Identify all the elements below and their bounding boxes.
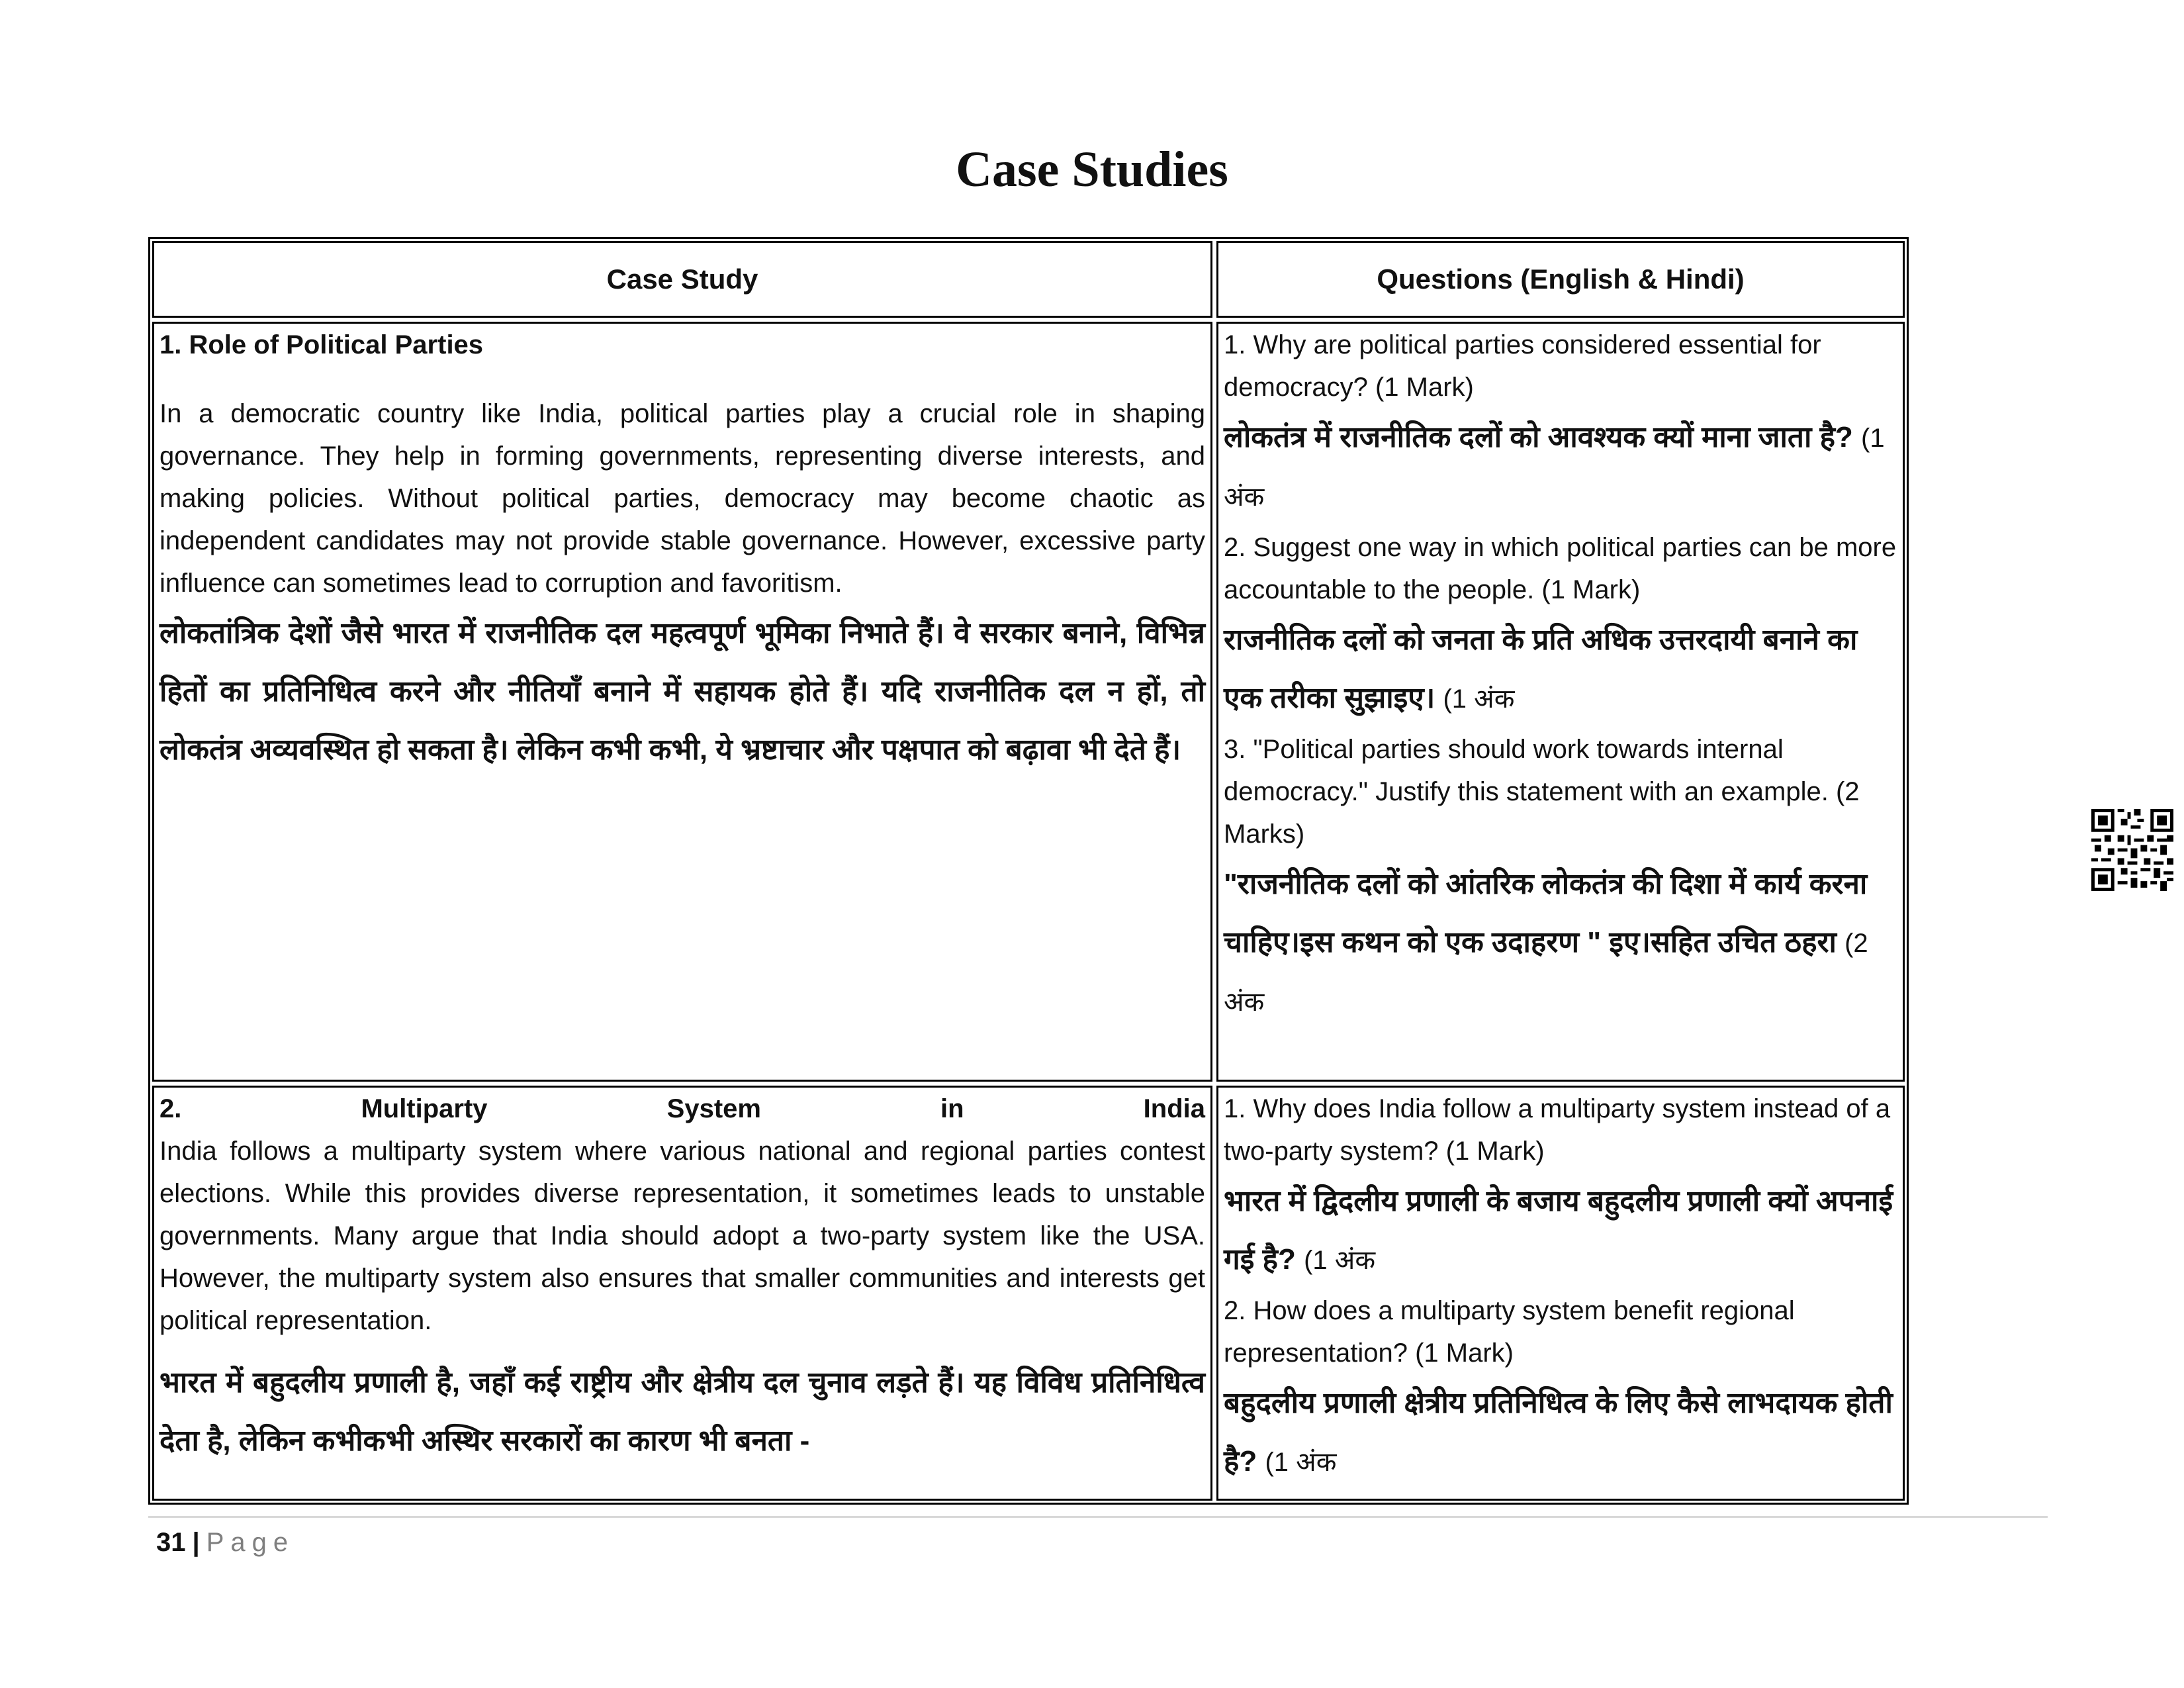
question-1-3-hindi-text: "राजनीतिक दलों को आंतरिक लोकतंत्र की दिशा में कार्य करना चाहिए।इस कथन को एक उदाहरण " इए।सहित उचित ठहरा: [1224, 868, 1868, 959]
case-study-2-title-word: System: [666, 1094, 761, 1123]
case-study-1-title: 1. Role of Political Parties: [159, 330, 484, 359]
case-study-2-cell: [152, 1086, 1212, 1501]
qr-code-icon: [2091, 809, 2173, 891]
question-1-2-hindi-text: राजनीतिक दलों को जनता के प्रति अधिक उत्तरदायी बनाने का एक तरीका सुझाइए।: [1224, 624, 1858, 714]
question-1-2-hindi: [1224, 611, 1897, 728]
question-1-2-hindi-mark: (1 अंक: [1443, 684, 1515, 714]
question-1-3-hindi: [1224, 855, 1897, 1031]
question-2-2-hindi-text: बहुदलीय प्रणाली क्षेत्रीय प्रतिनिधित्व के लिए कैसे लाभदायक होती है?: [1224, 1387, 1893, 1477]
case-study-2-paragraph-english: India follows a multiparty system where various national and regional parties contest elections. While this provides diverse representation, it sometimes leads to unstable governments. Many argue that India should adopt a two-party system like the USA. However, the multiparty system also ensures that smaller communities and interests get political representation.: [159, 1137, 1205, 1335]
question-1-1-hindi: [1224, 408, 1897, 526]
case-study-2-paragraph-hindi: भारत में बहुदलीय प्रणाली है, जहाँ कई राष्ट्रीय और क्षेत्रीय दल चुनाव लड़ते हैं। यह विविध प्रतिनिधित्व देता है, लेकिन कभीकभी अस्थिर सरकारों का कारण भी बनता -: [159, 1366, 1205, 1457]
footer-divider: [148, 1516, 2048, 1518]
page-footer: [156, 1523, 295, 1562]
case-study-2-title: [159, 1088, 1205, 1130]
question-2-1-hindi-mark: (1 अंक: [1304, 1246, 1376, 1275]
question-2-1-hindi-text: भारत में द्विदलीय प्रणाली के बजाय बहुदलीय प्रणाली क्यों अपनाई गई है?: [1224, 1185, 1893, 1276]
questions-2-cell: [1216, 1086, 1905, 1501]
question-2-2-hindi-mark: (1 अंक: [1265, 1448, 1337, 1477]
page-title: Case Studies: [956, 142, 1228, 197]
footer-separator: |: [192, 1528, 200, 1557]
header-questions: [1216, 241, 1905, 318]
question-2-1-english: 1. Why does India follow a multiparty system instead of a two-party system? (1 Mark): [1224, 1094, 1891, 1166]
case-study-2-title-word: India: [1143, 1094, 1205, 1123]
question-1-1-hindi-text: लोकतंत्र में राजनीतिक दलों को आवश्यक क्यों माना जाता है?: [1224, 421, 1853, 453]
question-1-3-english: 3. "Political parties should work towards internal democracy." Justify this statement with an example. (2 Marks): [1224, 735, 1860, 849]
header-case-study-label: Case Study: [606, 263, 758, 295]
question-1-2-english: 2. Suggest one way in which political parties can be more accountable to the people. (1 Mark): [1224, 533, 1897, 604]
case-study-1-cell: [152, 322, 1212, 1082]
case-study-2-title-word: Multiparty: [361, 1094, 488, 1123]
question-2-2-english: 2. How does a multiparty system benefit regional representation? (1 Mark): [1224, 1296, 1795, 1368]
question-1-1-english: 1. Why are political parties considered essential for democracy? (1 Mark): [1224, 330, 1821, 402]
case-study-1-paragraph-hindi: लोकतांत्रिक देशों जैसे भारत में राजनीतिक दल महत्वपूर्ण भूमिका निभाते हैं। वे सरकार बनाने, विभिन्न हितों का प्रतिनिधित्व करने और नीतियाँ बनाने में सहायक होते हैं। यदि राजनीतिक दल न हों, तो लोकतंत्र अव्यवस्थित हो सकता है। लेकिन कभी कभी, ये भ्रष्टाचार और पक्षपात को बढ़ावा भी देते हैं।: [159, 617, 1205, 766]
case-study-2-title-word: 2.: [159, 1094, 182, 1123]
header-case-study: [152, 241, 1212, 318]
page-label: Page: [206, 1528, 295, 1557]
questions-1-cell: [1216, 322, 1905, 1082]
case-study-1-paragraph-english: In a democratic country like India, political parties play a crucial role in shaping governance. They help in forming governments, representing diverse interests, and making policies. Without political parties, democracy may become chaotic as independent candidates may not provide stable governance. However, excessive party influence can sometimes lead to corruption and favoritism.: [159, 399, 1205, 598]
question-2-2-hindi: [1224, 1374, 1897, 1491]
case-study-2-title-word: in: [940, 1094, 964, 1123]
page-number: 31: [156, 1528, 186, 1557]
question-1-3-hindi-mark: (2 अंक: [1224, 929, 1868, 1017]
header-questions-label: Questions (English & Hindi): [1377, 263, 1745, 295]
question-1-1-hindi-mark: (1 अंक: [1224, 424, 1885, 512]
question-2-1-hindi: [1224, 1172, 1897, 1289]
